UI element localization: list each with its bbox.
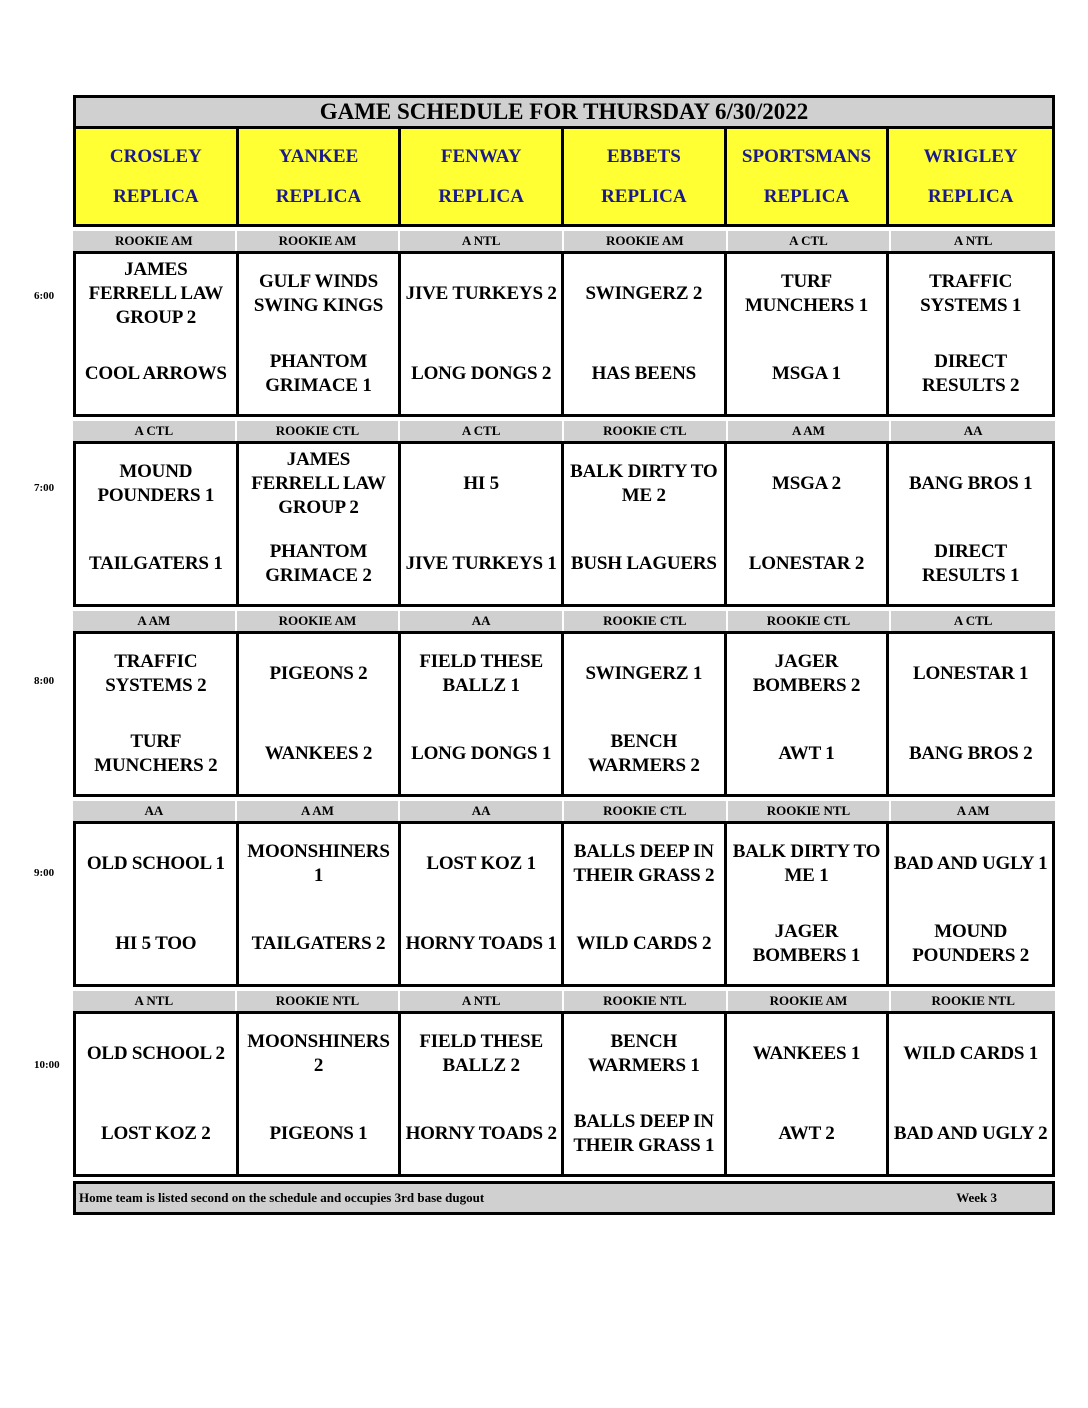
game-cell	[401, 824, 564, 984]
home-team: WANKEES 2	[264, 743, 373, 764]
away-team: PIGEONS 2	[269, 663, 368, 684]
home-team: TAILGATERS 1	[89, 553, 223, 574]
game-cell	[239, 444, 402, 604]
division-label: ROOKIE AM	[564, 231, 728, 251]
time-label: 7:00	[34, 482, 55, 494]
division-label: ROOKIE NTL	[237, 991, 401, 1011]
away-team: LOST KOZ 1	[426, 853, 536, 874]
home-team: BENCH WARMERS 2	[587, 731, 700, 776]
game-cell	[76, 1014, 239, 1174]
home-team: LONG DONGS 2	[411, 363, 552, 384]
division-label: ROOKIE AM	[237, 611, 401, 631]
game-cell	[401, 444, 564, 604]
game-cell	[889, 634, 1052, 794]
division-label: A AM	[237, 801, 401, 821]
division-label: ROOKIE NTL	[728, 801, 892, 821]
away-team: MOUND POUNDERS 1	[97, 461, 215, 506]
home-team: AWT 1	[778, 743, 835, 764]
home-team: TAILGATERS 2	[251, 933, 386, 954]
game-cell	[727, 254, 890, 414]
time-label: 6:00	[34, 290, 55, 302]
home-team: BAD AND UGLY 2	[893, 1123, 1048, 1144]
away-team: MSGA 2	[771, 473, 841, 494]
home-team: LONG DONGS 1	[411, 743, 552, 764]
division-label: AA	[400, 611, 564, 631]
time-label: 10:00	[34, 1059, 60, 1071]
home-team: MOUND POUNDERS 2	[912, 921, 1030, 966]
division-label: ROOKIE NTL	[564, 991, 728, 1011]
time-label: 9:00	[34, 867, 55, 879]
away-team: JAGER BOMBERS 2	[752, 651, 861, 696]
week-label: Week 3	[956, 1190, 997, 1205]
away-team: BALK DIRTY TO ME 2	[570, 461, 718, 506]
game-cell	[239, 254, 402, 414]
game-cell	[76, 444, 239, 604]
home-team: PIGEONS 1	[269, 1123, 368, 1144]
away-team: WANKEES 1	[752, 1043, 861, 1064]
home-team: DIRECT RESULTS 1	[922, 541, 1020, 586]
home-team: LOST KOZ 2	[101, 1123, 211, 1144]
field-header	[401, 129, 564, 224]
field-name: FENWAY	[440, 145, 522, 167]
time-slots	[73, 231, 1055, 1177]
field-header	[76, 129, 239, 224]
field-name: YANKEE	[278, 145, 359, 167]
game-cell	[76, 824, 239, 984]
away-team: JIVE TURKEYS 2	[405, 283, 557, 304]
home-team: HORNY TOADS 1	[405, 933, 557, 954]
game-cell	[889, 444, 1052, 604]
away-team: BALLS DEEP IN THEIR GRASS 2	[573, 841, 715, 886]
division-row	[73, 991, 1055, 1011]
away-team: GULF WINDS SWING KINGS	[253, 271, 384, 316]
home-team: BANG BROS 2	[908, 743, 1033, 764]
away-team: BANG BROS 1	[908, 473, 1033, 494]
division-label: AA	[963, 423, 983, 438]
division-label: A AM	[956, 803, 990, 818]
field-subtitle: REPLICA	[763, 185, 850, 207]
home-team: PHANTOM GRIMACE 1	[265, 351, 372, 396]
away-team: JAMES FERRELL LAW GROUP 2	[88, 259, 224, 328]
division-row	[73, 611, 1055, 631]
division-label: ROOKIE AM	[728, 991, 892, 1011]
game-cell	[564, 824, 727, 984]
away-team: BAD AND UGLY 1	[893, 853, 1048, 874]
game-cell	[727, 444, 890, 604]
away-team: JAMES FERRELL LAW GROUP 2	[251, 449, 386, 518]
game-cell	[564, 1014, 727, 1174]
time-slot-block	[73, 421, 1055, 607]
home-team: DIRECT RESULTS 2	[922, 351, 1020, 396]
away-team: BALK DIRTY TO ME 1	[732, 841, 881, 886]
field-header	[889, 129, 1052, 224]
home-team: HAS BEENS	[591, 363, 696, 384]
away-team: SWINGERZ 2	[585, 283, 703, 304]
division-label: A AM	[73, 611, 237, 631]
schedule-sheet	[73, 95, 1055, 1215]
away-team: SWINGERZ 1	[585, 663, 703, 684]
division-label: ROOKIE CTL	[564, 801, 728, 821]
game-cell	[401, 634, 564, 794]
away-team: LONESTAR 1	[912, 663, 1029, 684]
game-cell	[239, 824, 402, 984]
away-team: HI 5	[463, 473, 499, 494]
game-cell	[727, 1014, 890, 1174]
games-row	[73, 631, 1055, 797]
away-team: TURF MUNCHERS 1	[744, 271, 869, 316]
division-label: A NTL	[400, 991, 564, 1011]
division-label: ROOKIE AM	[73, 231, 237, 251]
game-cell	[76, 254, 239, 414]
game-cell	[401, 1014, 564, 1174]
division-label: A CTL	[728, 231, 892, 251]
field-header	[727, 129, 890, 224]
time-slot-block	[73, 231, 1055, 417]
field-name: WRIGLEY	[923, 145, 1018, 167]
away-team: TRAFFIC SYSTEMS 1	[920, 271, 1022, 316]
field-subtitle: REPLICA	[927, 185, 1014, 207]
division-label: A NTL	[73, 991, 237, 1011]
away-team: MOONSHINERS 2	[247, 1031, 390, 1076]
division-row	[73, 231, 1055, 251]
division-label: ROOKIE CTL	[237, 421, 401, 441]
division-label: ROOKIE CTL	[564, 421, 728, 441]
field-subtitle: REPLICA	[113, 185, 199, 207]
division-label: ROOKIE NTL	[931, 993, 1015, 1008]
away-team: OLD SCHOOL 1	[86, 853, 225, 874]
division-label: ROOKIE AM	[237, 231, 401, 251]
division-row	[73, 421, 1055, 441]
game-cell	[889, 254, 1052, 414]
games-row	[73, 1011, 1055, 1177]
division-label: ROOKIE CTL	[564, 611, 728, 631]
field-name: EBBETS	[606, 145, 681, 167]
away-team: FIELD THESE BALLZ 1	[419, 651, 543, 696]
away-team: FIELD THESE BALLZ 2	[419, 1031, 543, 1076]
home-team: HI 5 TOO	[115, 933, 197, 954]
time-slot-block	[73, 611, 1055, 797]
field-subtitle: REPLICA	[275, 185, 362, 207]
division-label: AA	[73, 801, 237, 821]
games-row	[73, 441, 1055, 607]
game-cell	[564, 254, 727, 414]
field-name: SPORTSMANS	[741, 145, 872, 167]
away-team: BENCH WARMERS 1	[587, 1031, 700, 1076]
game-cell	[727, 634, 890, 794]
time-slot-block	[73, 801, 1055, 987]
home-team: PHANTOM GRIMACE 2	[265, 541, 372, 586]
field-subtitle: REPLICA	[601, 185, 687, 207]
home-team: JAGER BOMBERS 1	[752, 921, 861, 966]
home-team: COOL ARROWS	[84, 363, 227, 384]
game-cell	[239, 634, 402, 794]
division-label: ROOKIE CTL	[728, 611, 892, 631]
field-name: CROSLEY	[109, 145, 202, 167]
home-team: BUSH LAGUERS	[570, 553, 717, 574]
footer-bar	[73, 1181, 1055, 1215]
schedule-title: GAME SCHEDULE FOR THURSDAY 6/30/2022	[73, 95, 1055, 129]
field-subtitle: REPLICA	[438, 185, 524, 207]
home-team: MSGA 1	[771, 363, 841, 384]
game-cell	[401, 254, 564, 414]
home-team: LONESTAR 2	[748, 553, 865, 574]
away-team: OLD SCHOOL 2	[86, 1043, 225, 1064]
home-team: BALLS DEEP IN THEIR GRASS 1	[573, 1111, 715, 1156]
away-team: WILD CARDS 1	[903, 1043, 1039, 1064]
home-team: JIVE TURKEYS 1	[405, 553, 557, 574]
footer-note: Home team is listed second on the schedule and occupies 3rd base dugout	[79, 1190, 485, 1205]
field-header	[239, 129, 402, 224]
game-cell	[564, 444, 727, 604]
division-label: A NTL	[400, 231, 564, 251]
time-slot-block	[73, 991, 1055, 1177]
home-team: WILD CARDS 2	[576, 933, 712, 954]
division-label: A NTL	[953, 233, 993, 248]
game-cell	[76, 634, 239, 794]
away-team: TRAFFIC SYSTEMS 2	[105, 651, 207, 696]
time-label: 8:00	[34, 675, 55, 687]
division-label: A CTL	[73, 421, 237, 441]
game-cell	[564, 634, 727, 794]
division-label: AA	[400, 801, 564, 821]
division-label: A CTL	[953, 613, 993, 628]
away-team: MOONSHINERS 1	[247, 841, 390, 886]
game-cell	[239, 1014, 402, 1174]
home-team: TURF MUNCHERS 2	[94, 731, 218, 776]
game-cell	[727, 824, 890, 984]
field-header	[564, 129, 727, 224]
games-row	[73, 251, 1055, 417]
division-row	[73, 801, 1055, 821]
home-team: AWT 2	[778, 1123, 835, 1144]
division-label: A CTL	[400, 421, 564, 441]
game-cell	[889, 1014, 1052, 1174]
division-label: A AM	[728, 421, 892, 441]
field-header-row	[73, 129, 1055, 227]
game-cell	[889, 824, 1052, 984]
games-row	[73, 821, 1055, 987]
home-team: HORNY TOADS 2	[405, 1123, 557, 1144]
